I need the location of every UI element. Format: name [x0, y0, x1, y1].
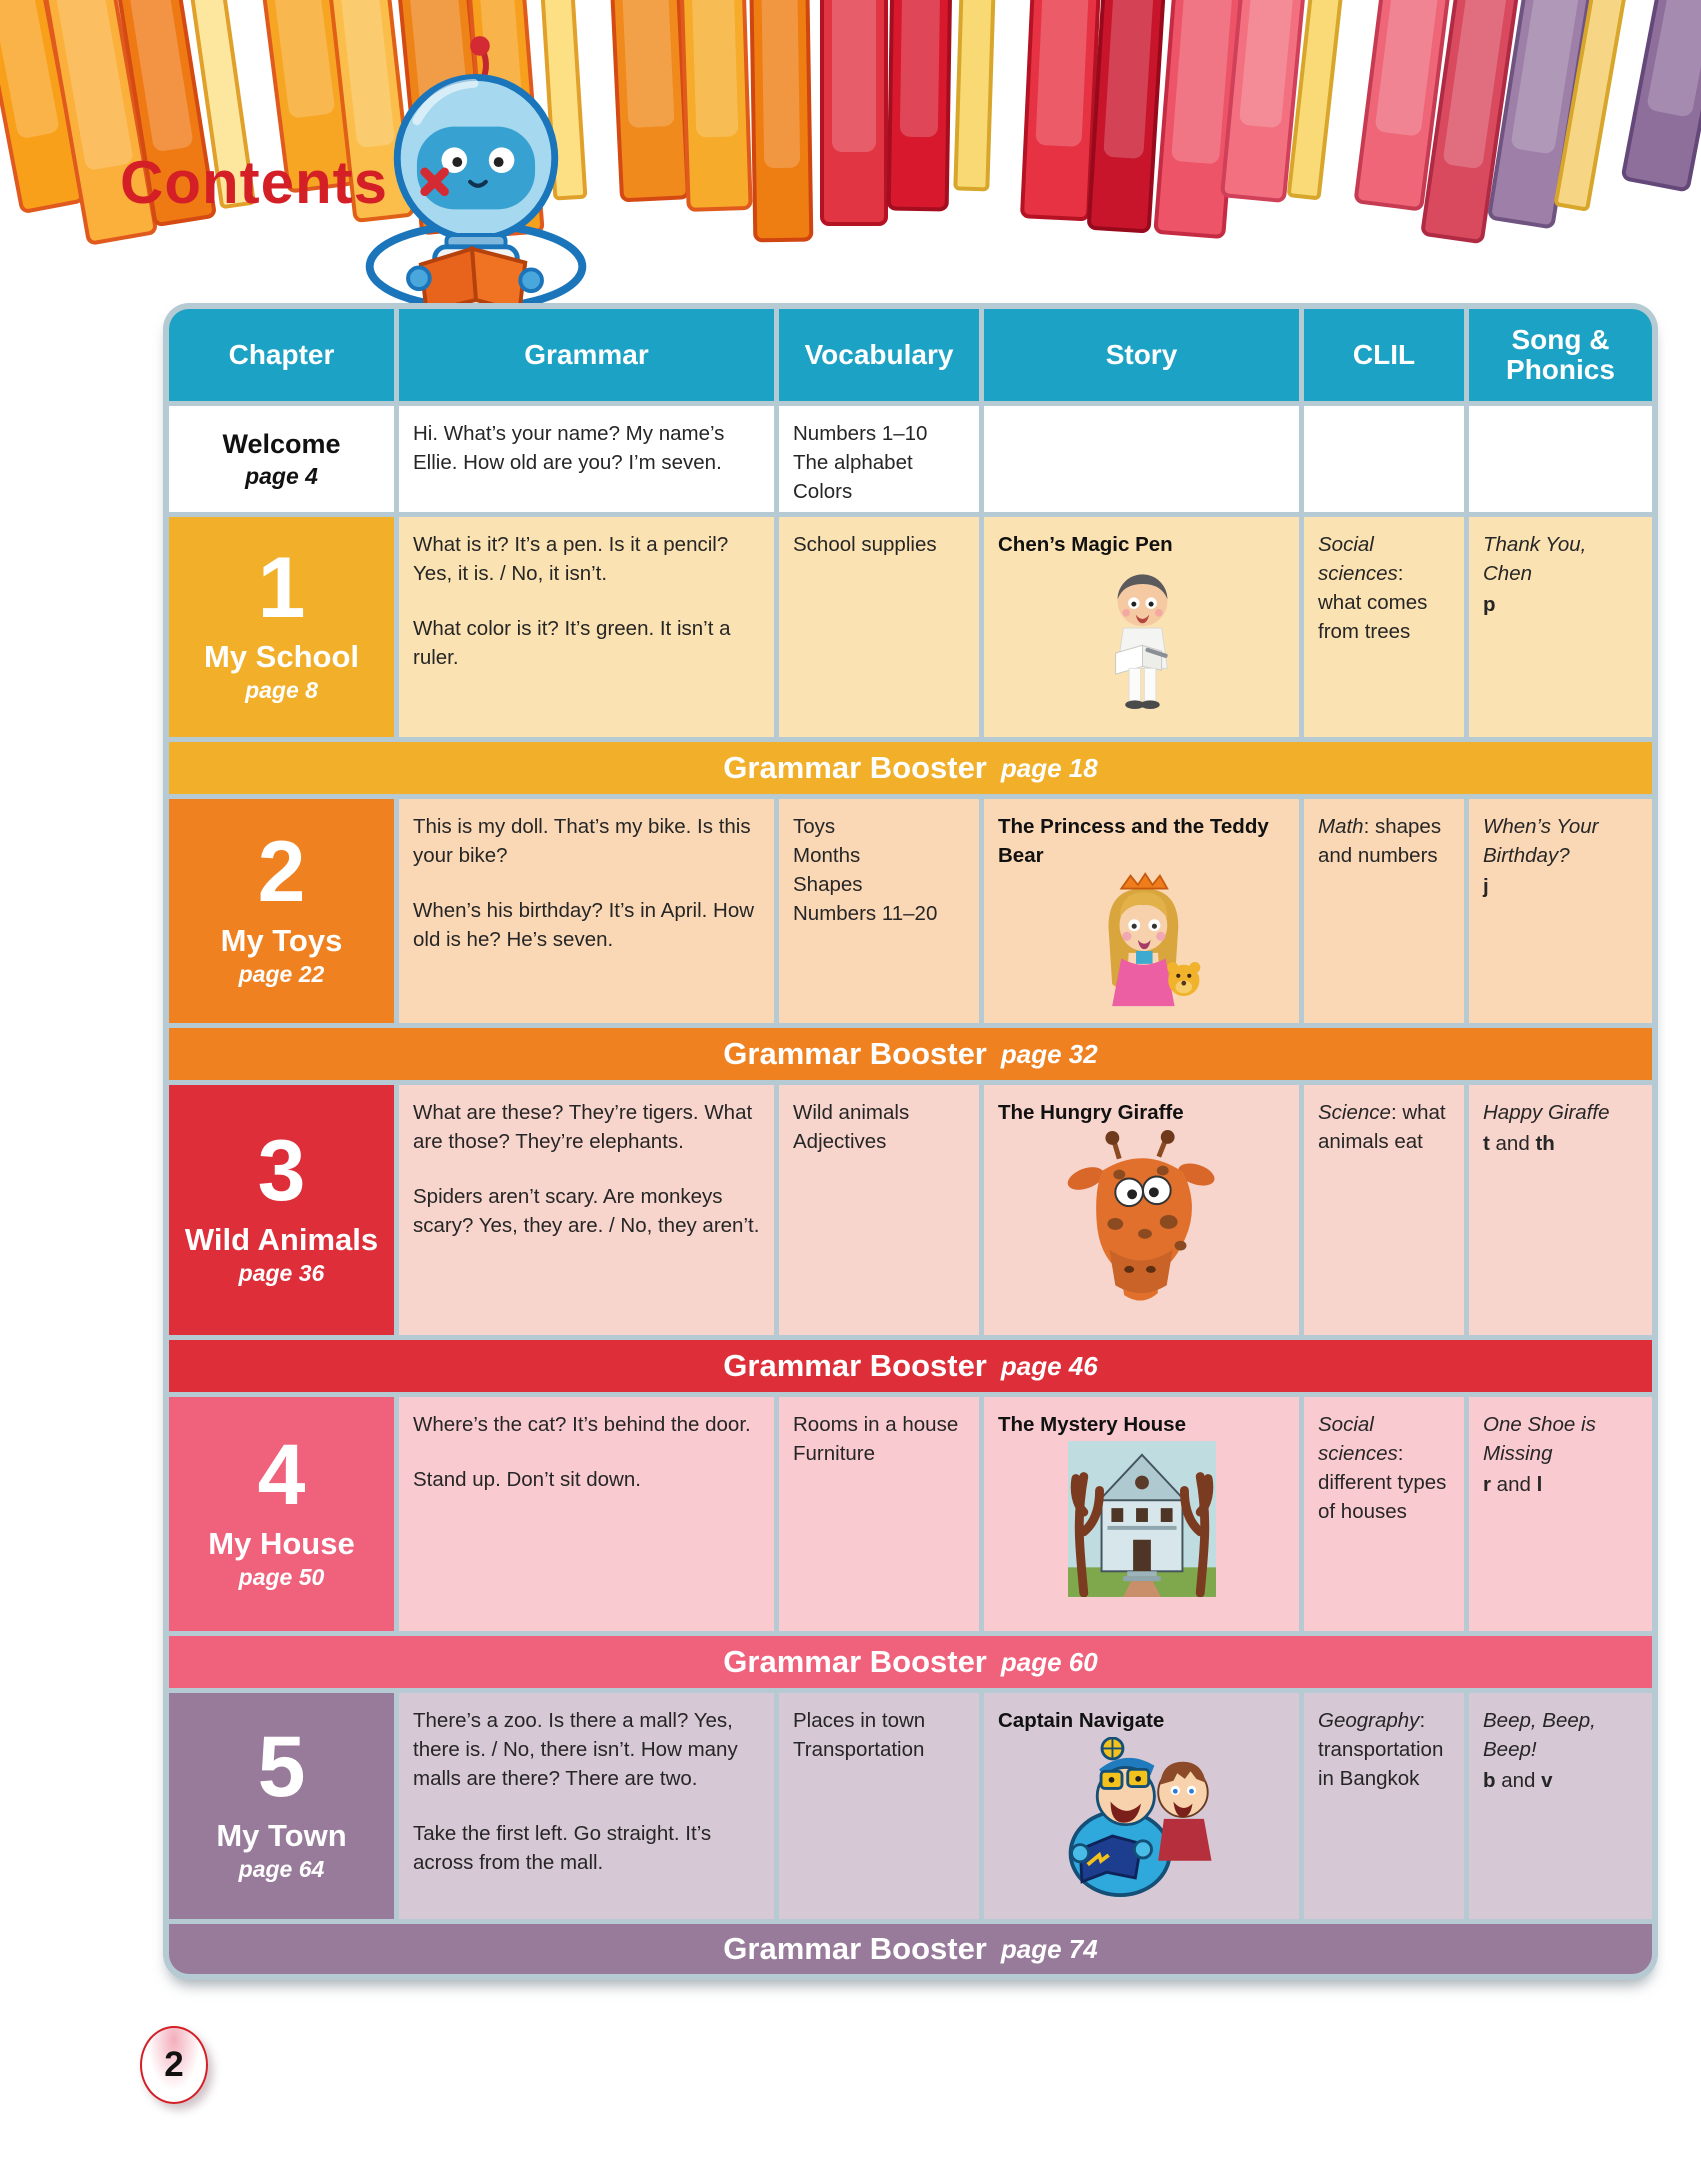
- chapter-number: 4: [257, 1426, 306, 1523]
- spooky-house-illustration: [1068, 1441, 1216, 1597]
- clil-cell: [1304, 1397, 1464, 1631]
- grammar-text: What color is it? It’s green. It isn’t a ruler.: [413, 617, 731, 670]
- vocabulary-line: Rooms in a house: [793, 1413, 959, 1436]
- vocabulary-line: Numbers 1–10: [793, 422, 928, 445]
- grammar-booster-row: [169, 742, 1652, 794]
- vocabulary-line: Months: [793, 844, 861, 868]
- vocabulary-line: Furniture: [793, 1442, 876, 1466]
- song-title: Thank You, Chen: [1483, 533, 1587, 586]
- chapter-number: 5: [257, 1718, 306, 1815]
- song-phonics-cell: [1469, 1397, 1652, 1631]
- vocabulary-line: Adjectives: [793, 1130, 887, 1154]
- story-title: The Hungry Giraffe: [998, 1101, 1184, 1124]
- phonics-letters: j: [1483, 875, 1489, 899]
- boy-with-magic-pen-illustration: [1086, 561, 1198, 724]
- story-cell: [984, 1693, 1299, 1919]
- clil-subject: Geography: [1318, 1709, 1420, 1732]
- chapter-title: My House: [208, 1526, 355, 1562]
- clil-text: : what comes from trees: [1318, 562, 1428, 644]
- vocabulary-line: Transportation: [793, 1738, 925, 1762]
- clil-subject: Social sciences: [1318, 1413, 1398, 1466]
- song-cell-empty: [1469, 406, 1652, 512]
- grammar-cell: [399, 1693, 774, 1919]
- chapter-page-ref: page 8: [245, 677, 318, 704]
- clil-cell-empty: [1304, 406, 1464, 512]
- phonics-letters: b and v: [1483, 1769, 1553, 1793]
- grammar-cell: [399, 1085, 774, 1335]
- chapter-title: My Toys: [220, 923, 343, 959]
- book-spine: [673, 0, 752, 211]
- column-header-chapter: Chapter: [169, 309, 394, 401]
- chapter-page-ref: page 64: [238, 1856, 325, 1883]
- chapter-number: 3: [257, 1122, 306, 1219]
- clil-subject: Science: [1318, 1101, 1391, 1124]
- grammar-text: What are these? They’re tigers. What are those? They’re elephants.: [413, 1101, 753, 1154]
- chapter-page-ref: page 22: [238, 961, 325, 988]
- story-title: The Mystery House: [998, 1413, 1186, 1436]
- song-phonics-cell: [1469, 1085, 1652, 1335]
- clil-text: : transportation in Bangkok: [1318, 1709, 1444, 1791]
- vocabulary-line: Wild animals: [793, 1101, 910, 1124]
- column-header-song-phonics: Song & Phonics: [1469, 309, 1652, 401]
- vocabulary-cell: [779, 799, 979, 1023]
- grammar-cell: [399, 406, 774, 512]
- book-spine: [1620, 0, 1701, 193]
- column-header-vocabulary: Vocabulary: [779, 309, 979, 401]
- clil-subject: Math: [1318, 815, 1364, 838]
- booster-page-ref: page 46: [1000, 1350, 1098, 1381]
- chapter-number: 1: [257, 539, 306, 636]
- grammar-text: This is my doll. That’s my bike. Is this your bike?: [413, 815, 751, 868]
- book-spine: [600, 0, 690, 202]
- column-header-clil: CLIL: [1304, 309, 1464, 401]
- vocabulary-cell: [779, 406, 979, 512]
- contents-table: [163, 303, 1658, 1980]
- chapter-title: My Town: [216, 1818, 347, 1854]
- vocabulary-line: Places in town: [793, 1709, 926, 1732]
- grammar-booster-row: [169, 1028, 1652, 1080]
- booster-label: Grammar Booster: [723, 1036, 987, 1071]
- book-spine: [953, 0, 1002, 191]
- grammar-booster-row: [169, 1340, 1652, 1392]
- booster-page-ref: page 32: [1000, 1038, 1098, 1069]
- vocabulary-line: Toys: [793, 815, 836, 838]
- chapter-cell: [169, 799, 394, 1023]
- clil-cell: [1304, 799, 1464, 1023]
- clil-text: : what animals eat: [1318, 1101, 1446, 1154]
- story-cell: [984, 799, 1299, 1023]
- giraffe-head-illustration: [1058, 1129, 1226, 1307]
- song-title: One Shoe is Missing: [1483, 1413, 1596, 1466]
- welcome-page-ref: page 4: [245, 462, 318, 489]
- vocabulary-cell: [779, 1693, 979, 1919]
- story-title: The Princess and the Teddy Bear: [998, 815, 1269, 868]
- robot-mascot-illustration: [348, 28, 604, 310]
- vocabulary-cell: [779, 517, 979, 737]
- captain-and-boy-illustration: [1049, 1737, 1235, 1897]
- vocabulary-line: School supplies: [793, 533, 937, 556]
- vocabulary-cell: [779, 1085, 979, 1335]
- book-spine: [887, 0, 956, 211]
- grammar-cell: [399, 1397, 774, 1631]
- page-title: Contents: [120, 149, 388, 216]
- story-title: Chen’s Magic Pen: [998, 533, 1173, 556]
- booster-page-ref: page 74: [1000, 1933, 1098, 1964]
- booster-page-ref: page 60: [1000, 1646, 1098, 1677]
- vocabulary-line: Shapes: [793, 873, 863, 897]
- grammar-text: Stand up. Don’t sit down.: [413, 1468, 641, 1492]
- grammar-cell: [399, 799, 774, 1023]
- story-cell: [984, 1397, 1299, 1631]
- story-cell-empty: [984, 406, 1299, 512]
- story-cell: [984, 517, 1299, 737]
- chapter-number: 2: [257, 823, 306, 920]
- grammar-text: Take the first left. Go straight. It’s across from the mall.: [413, 1822, 712, 1875]
- song-phonics-cell: [1469, 517, 1652, 737]
- grammar-text: There’s a zoo. Is there a mall? Yes, there is. / No, there isn’t. How many malls are there? There are two.: [413, 1709, 738, 1791]
- grammar-text: Where’s the cat? It’s behind the door.: [413, 1413, 751, 1436]
- chapter-page-ref: page 36: [238, 1260, 325, 1287]
- vocabulary-line: Colors: [793, 480, 853, 504]
- story-cell: [984, 1085, 1299, 1335]
- vocabulary-line: Numbers 11–20: [793, 902, 938, 926]
- grammar-booster-row: [169, 1636, 1652, 1688]
- song-phonics-cell: [1469, 799, 1652, 1023]
- book-spine: [820, 0, 888, 226]
- booster-label: Grammar Booster: [723, 1644, 987, 1679]
- grammar-text: Hi. What’s your name? My name’s Ellie. How old are you? I’m seven.: [413, 422, 725, 475]
- clil-cell: [1304, 1693, 1464, 1919]
- clil-subject: Social sciences: [1318, 533, 1398, 586]
- grammar-cell: [399, 517, 774, 737]
- clil-text: : different types of houses: [1318, 1442, 1447, 1524]
- song-title: Happy Giraffe: [1483, 1101, 1610, 1124]
- chapter-cell: [169, 1085, 394, 1335]
- chapter-page-ref: page 50: [238, 1564, 325, 1591]
- story-title: Captain Navigate: [998, 1709, 1165, 1732]
- phonics-letters: p: [1483, 593, 1496, 617]
- column-header-story: Story: [984, 309, 1299, 401]
- booster-page-ref: page 18: [1000, 752, 1098, 783]
- booster-label: Grammar Booster: [723, 1931, 987, 1966]
- welcome-title: Welcome: [222, 428, 341, 459]
- princess-with-teddy-bear-illustration: [1062, 872, 1222, 1010]
- booster-label: Grammar Booster: [723, 1348, 987, 1383]
- phonics-letters: r and l: [1483, 1473, 1543, 1497]
- folio-page-number: 2: [140, 2026, 208, 2104]
- vocabulary-line: The alphabet: [793, 451, 913, 475]
- column-header-grammar: Grammar: [399, 309, 774, 401]
- song-phonics-cell: [1469, 1693, 1652, 1919]
- chapter-title: My School: [203, 639, 359, 675]
- vocabulary-cell: [779, 1397, 979, 1631]
- chapter-cell: [169, 517, 394, 737]
- clil-cell: [1304, 517, 1464, 737]
- grammar-booster-row: [169, 1924, 1652, 1974]
- chapter-cell: [169, 1397, 394, 1631]
- clil-text: : shapes and numbers: [1318, 815, 1442, 868]
- song-title: When’s Your Birthday?: [1483, 815, 1599, 868]
- welcome-chapter-cell: [169, 406, 394, 512]
- grammar-text: What is it? It’s a pen. Is it a pencil? Yes, it is. / No, it isn’t.: [413, 533, 729, 586]
- booster-label: Grammar Booster: [723, 750, 987, 785]
- phonics-letters: t and th: [1483, 1132, 1555, 1156]
- chapter-cell: [169, 1693, 394, 1919]
- book-spine: [747, 0, 814, 243]
- grammar-text: Spiders aren’t scary. Are monkeys scary? Yes, they are. / No, they aren’t.: [413, 1185, 760, 1238]
- grammar-text: When’s his birthday? It’s in April. How old is he? He’s seven.: [413, 899, 755, 952]
- clil-cell: [1304, 1085, 1464, 1335]
- song-title: Beep, Beep, Beep!: [1483, 1709, 1596, 1762]
- chapter-title: Wild Animals: [184, 1222, 379, 1258]
